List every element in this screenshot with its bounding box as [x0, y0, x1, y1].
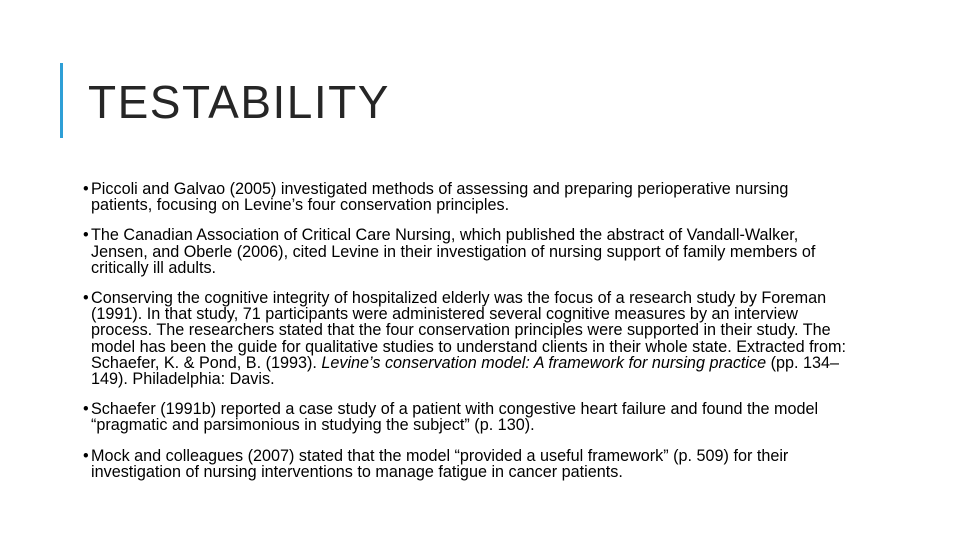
- bullet-item: [83, 400, 846, 435]
- slide-title: TESTABILITY: [88, 76, 390, 128]
- bullet-text: The Canadian Association of Critical Care Nursing, which published the abstract of Vandall-Walker, Jensen, and Oberle (2006), cited Levine in their investigation of nursing support of family members of critically ill adults.: [91, 226, 816, 277]
- bullet-glyph: •: [83, 400, 89, 419]
- bullet-glyph: •: [83, 289, 89, 308]
- bullet-glyph: •: [83, 226, 89, 245]
- bullet-item: [83, 180, 846, 215]
- bullet-item: [83, 226, 846, 277]
- title-accent-bar: [60, 63, 63, 138]
- bullet-list: [83, 180, 846, 481]
- bullet-text: Piccoli and Galvao (2005) investigated methods of assessing and preparing perioperative nursing patients, focusing on Levine’s four conservation principles.: [91, 180, 789, 215]
- bullet-item: [83, 446, 846, 481]
- bullet-text: Mock and colleagues (2007) stated that the model “provided a useful framework” (p. 509) for their investigation of nursing interventions to manage fatigue in cancer patients.: [91, 446, 789, 481]
- book-title: Levine’s conservation model: A framework for nursing practice: [321, 353, 767, 372]
- bullet-text: [91, 290, 846, 387]
- bullet-text: Schaefer (1991b) reported a case study of a patient with congestive heart failure and found the model “pragmatic and parsimonious in studying the subject” (p. 130).: [91, 400, 819, 435]
- bullet-glyph: •: [83, 446, 89, 465]
- bullet-item: [83, 289, 846, 389]
- bullet-text-part: (pp. 134–149). Philadelphia: Davis.: [91, 353, 840, 389]
- bullet-glyph: •: [83, 180, 89, 198]
- bullet-text-part: Conserving the cognitive integrity of hospitalized elderly was the focus of a research study by Foreman (1991). In that study, 71 participants were administered several cognitive measures by an interview process. The researchers stated that the four conservation principles were supported in their study. The model has been the guide for qualitative studies to understand clients in their whole state. Extracted from: Schaefer, K. & Pond, B. (1993).: [91, 289, 846, 372]
